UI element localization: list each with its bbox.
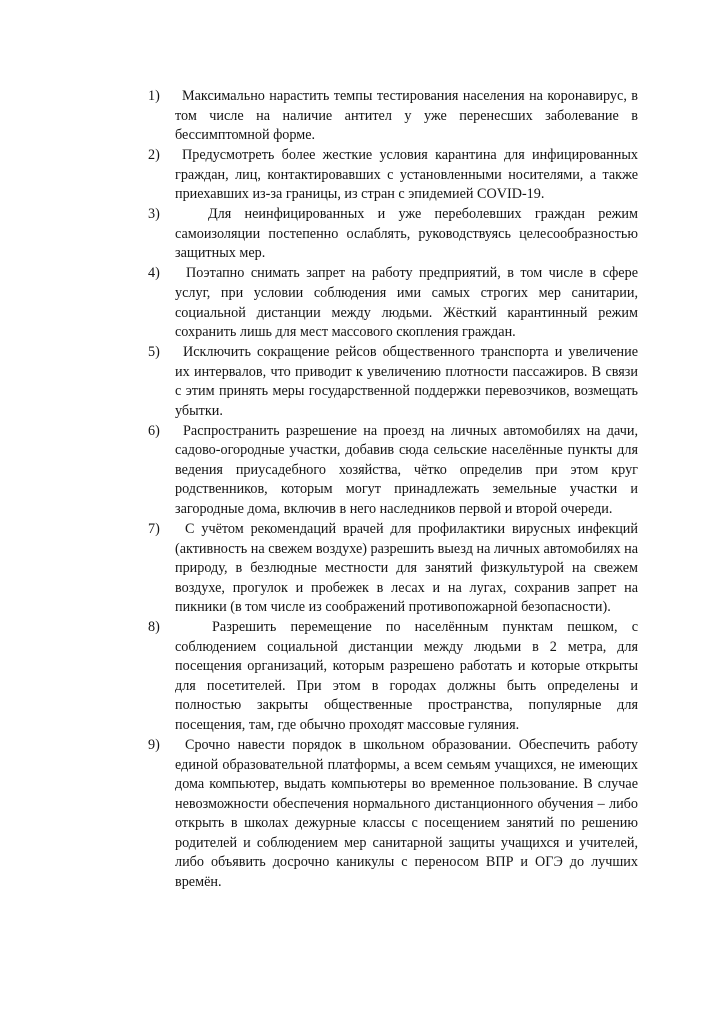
list-item bbox=[148, 736, 638, 892]
item-number: 7) bbox=[148, 521, 160, 538]
item-text: Для неинфицированных и уже переболевших граждан режим самоизоляции постепенно ослаблять, руководствуясь целесообразностью защитных мер. bbox=[175, 206, 638, 262]
list-item bbox=[148, 618, 638, 735]
item-text: Максимально нарастить темпы тестирования населения на коронавирус, в том числе на наличие антител у уже перенесших заболевание в бессимптомной форме. bbox=[175, 88, 638, 144]
item-text: Срочно навести порядок в школьном образовании. Обеспечить работу единой образовательной платформы, а всем семьям учащихся, не имеющих дома компьютер, выдать компьютеры во временное пользование. В случае невозможности обеспечения нормального дистанционного обучения – либо открыть в школах дежурные классы с посещением занятий по решению родителей и соблюдением мер санитарной защиты учащихся и учителей, либо объявить досрочно каникулы с переносом ВПР и ОГЭ до лучших времён. bbox=[175, 737, 638, 890]
item-number: 2) bbox=[148, 147, 160, 164]
list-item bbox=[148, 520, 638, 618]
item-text: Исключить сокращение рейсов общественного транспорта и увеличение их интервалов, что приводит к увеличению плотности пассажиров. В связи с этим принять меры государственной поддержки перевозчиков, возмещать убытки. bbox=[175, 344, 638, 419]
item-number: 9) bbox=[148, 737, 160, 754]
item-text: С учётом рекомендаций врачей для профилактики вирусных инфекций (активность на свежем воздухе) разрешить выезд на личных автомобилях на природу, в безлюдные местности для занятий физкультурой на свежем воздухе, прогулок и пробежек в лесах и на лугах, сохранив запрет на пикники (в том числе из соображений противопожарной безопасности). bbox=[175, 521, 638, 616]
item-text: Разрешить перемещение по населённым пунктам пешком, с соблюдением социальной дистанции между людьми в 2 метра, для посещения организаций, которым разрешено работать и которые открыты для посетителей. При этом в городах должны быть определены и полностью закрыты общественные пространства, популярные для посещения, там, где обычно проходят массовые гуляния. bbox=[175, 619, 638, 733]
item-number: 6) bbox=[148, 422, 160, 439]
list-item bbox=[148, 205, 638, 264]
numbered-list bbox=[148, 87, 638, 893]
list-item bbox=[148, 343, 638, 421]
item-text: Предусмотреть более жесткие условия карантина для инфицированных граждан, лиц, контактировавших с установленными носителями, а также приехавших из-за границы, из стран с эпидемией COVID-19. bbox=[175, 147, 638, 203]
item-number: 5) bbox=[148, 344, 160, 361]
item-text: Поэтапно снимать запрет на работу предприятий, в том числе в сфере услуг, при условии соблюдения ими самых строгих мер санитарии, социальной дистанции между людьми. Жёсткий карантинный режим сохранить лишь для мест массового скопления граждан. bbox=[175, 265, 638, 341]
item-number: 4) bbox=[148, 265, 160, 282]
item-text: Распространить разрешение на проезд на личных автомобилях на дачи, садово-огородные участки, добавив сюда сельские населённые пункты для ведения приусадебного хозяйства, чётко определив при этом круг родственников, которым могут принадлежать земельные участки и загородные дома, включив в него наследников первой и второй очереди. bbox=[175, 422, 638, 517]
item-number: 3) bbox=[148, 206, 160, 223]
list-item bbox=[148, 264, 638, 342]
list-item bbox=[148, 146, 638, 205]
item-number: 1) bbox=[148, 88, 160, 104]
list-item bbox=[148, 422, 638, 520]
list-item bbox=[148, 87, 638, 146]
item-number: 8) bbox=[148, 619, 160, 636]
